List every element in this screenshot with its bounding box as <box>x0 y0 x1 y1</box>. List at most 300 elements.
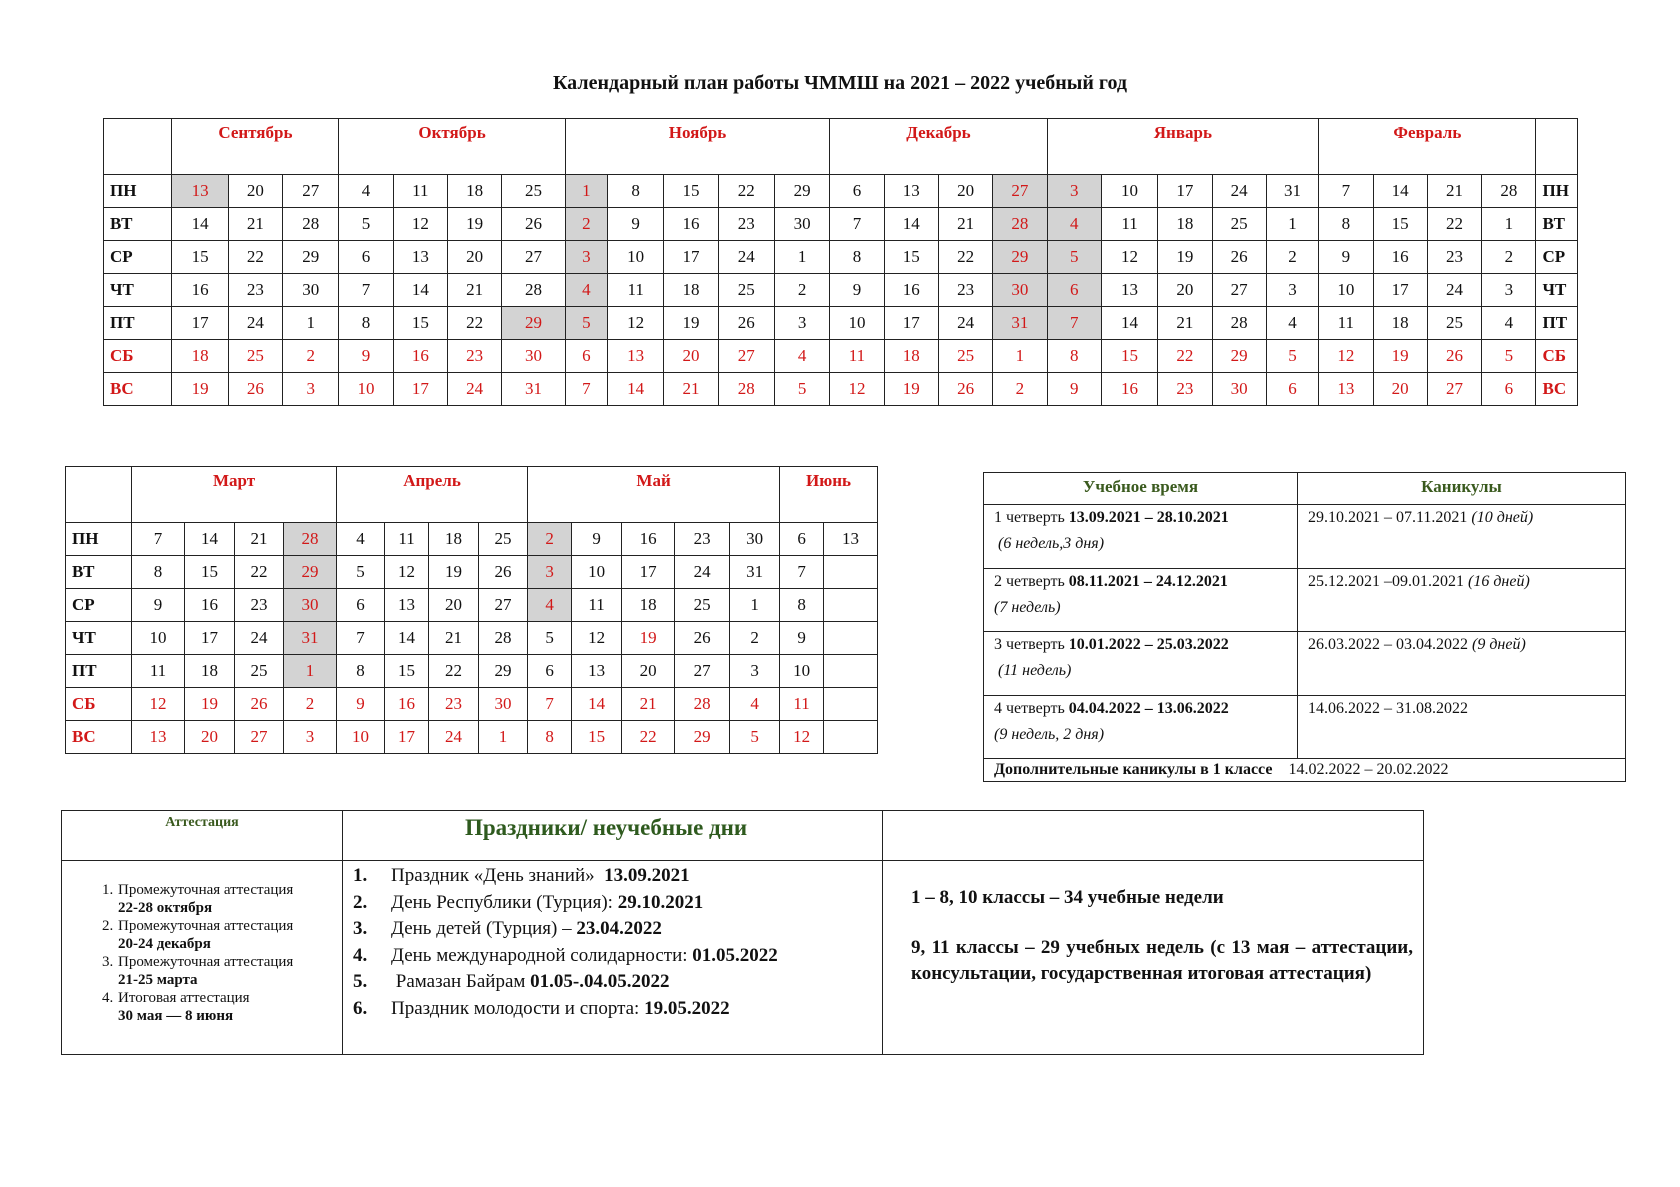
month-name: Сентябрь <box>172 119 339 175</box>
date-cell: 1 <box>774 241 829 274</box>
date-cell: 8 <box>339 307 393 340</box>
item-number: 1. <box>102 882 114 898</box>
week-row <box>104 208 1578 241</box>
item-text: Промежуточная аттестация <box>118 882 294 898</box>
date-cell: 19 <box>664 307 718 340</box>
calendar-sep-feb <box>103 118 1578 406</box>
date-cell: 13 <box>884 175 938 208</box>
day-label: ВТ <box>66 556 132 589</box>
date-cell: 18 <box>185 655 235 688</box>
date-cell: 15 <box>572 721 622 754</box>
date-cell: 24 <box>228 307 282 340</box>
terms-table <box>983 472 1626 782</box>
date-cell: 16 <box>393 340 447 373</box>
date-cell: 8 <box>132 556 185 589</box>
date-cell: 12 <box>572 622 622 655</box>
week-row <box>104 373 1578 406</box>
date-cell: 16 <box>664 208 718 241</box>
date-cell: 8 <box>830 241 884 274</box>
day-label: СБ <box>104 340 172 373</box>
break-days: (9 дней) <box>1472 636 1526 653</box>
date-cell: 6 <box>1482 373 1536 406</box>
week-row <box>104 274 1578 307</box>
date-cell: 19 <box>185 688 235 721</box>
date-cell: 30 <box>1212 373 1266 406</box>
date-cell: 5 <box>528 622 572 655</box>
date-cell: 1 <box>730 589 780 622</box>
date-cell: 27 <box>718 340 774 373</box>
month-name: Февраль <box>1319 119 1536 175</box>
attestation-item <box>102 881 332 917</box>
date-cell: 21 <box>622 688 675 721</box>
date-cell: 7 <box>565 373 607 406</box>
date-cell: 7 <box>1319 175 1373 208</box>
date-cell: 7 <box>830 208 884 241</box>
date-cell: 3 <box>284 721 337 754</box>
date-cell: 24 <box>938 307 992 340</box>
week-row <box>66 721 878 754</box>
date-cell: 25 <box>235 655 284 688</box>
date-cell: 20 <box>429 589 479 622</box>
date-cell: 4 <box>1266 307 1318 340</box>
date-cell: 25 <box>675 589 730 622</box>
date-cell: 13 <box>132 721 185 754</box>
date-cell: 21 <box>228 208 282 241</box>
date-cell: 2 <box>774 274 829 307</box>
holidays-list <box>343 861 883 1055</box>
month-name: Март <box>132 467 337 523</box>
date-cell: 17 <box>1373 274 1427 307</box>
date-cell: 26 <box>228 373 282 406</box>
date-cell: 15 <box>884 241 938 274</box>
date-cell: 19 <box>1158 241 1212 274</box>
item-date: 21-25 марта <box>118 972 198 988</box>
week-row <box>66 523 878 556</box>
date-cell: 31 <box>284 622 337 655</box>
date-cell: 14 <box>572 688 622 721</box>
item-number: 4. <box>353 944 368 966</box>
date-cell: 9 <box>337 688 385 721</box>
date-cell: 25 <box>1427 307 1481 340</box>
quarter-label: 4 четверть <box>994 700 1065 717</box>
date-cell: 25 <box>718 274 774 307</box>
date-cell: 11 <box>1101 208 1157 241</box>
item-number: 2. <box>102 918 114 934</box>
item-date: 30 мая — 8 июня <box>118 1008 234 1024</box>
date-cell: 26 <box>235 688 284 721</box>
date-cell: 15 <box>393 307 447 340</box>
date-cell: 12 <box>385 556 429 589</box>
date-cell: 10 <box>132 622 185 655</box>
date-cell: 1 <box>479 721 528 754</box>
date-cell: 2 <box>565 208 607 241</box>
weeks-note <box>883 861 1424 1055</box>
day-label-right: СР <box>1536 241 1578 274</box>
date-cell: 30 <box>774 208 829 241</box>
date-cell: 13 <box>1101 274 1157 307</box>
date-cell: 14 <box>1373 175 1427 208</box>
date-cell: 9 <box>572 523 622 556</box>
break-dates: 26.03.2022 – 03.04.2022 <box>1308 636 1468 653</box>
date-cell: 7 <box>1047 307 1101 340</box>
date-cell: 20 <box>185 721 235 754</box>
attestation-item <box>102 953 332 989</box>
item-number: 6. <box>353 997 368 1019</box>
week-row <box>104 175 1578 208</box>
date-cell: 21 <box>1158 307 1212 340</box>
date-cell: 2 <box>1482 241 1536 274</box>
date-cell: 8 <box>780 589 824 622</box>
date-cell: 30 <box>283 274 339 307</box>
quarter-dates: 13.09.2021 – 28.10.2021 <box>1068 509 1229 526</box>
date-cell: 4 <box>528 589 572 622</box>
date-cell: 22 <box>228 241 282 274</box>
date-cell: 23 <box>448 340 502 373</box>
date-cell: 25 <box>228 340 282 373</box>
day-label: ВС <box>104 373 172 406</box>
day-label-right: СБ <box>1536 340 1578 373</box>
date-cell: 18 <box>172 340 228 373</box>
weeks-note-line2: 9, 11 классы – 29 учебных недель (с 13 мая – аттестации, консультации, государственная итоговая аттестация) <box>911 937 1413 984</box>
month-header-row <box>66 467 878 523</box>
quarter-dates: 08.11.2021 – 24.12.2021 <box>1068 573 1228 590</box>
date-cell: 31 <box>993 307 1047 340</box>
date-cell: 1 <box>565 175 607 208</box>
calendar-mar-jun <box>65 466 878 754</box>
date-cell: 5 <box>730 721 780 754</box>
item-text: День детей (Турция) – <box>391 918 572 939</box>
date-cell: 6 <box>339 241 393 274</box>
date-cell: 16 <box>385 688 429 721</box>
date-cell: 21 <box>938 208 992 241</box>
date-cell: 30 <box>479 688 528 721</box>
item-date: 19.05.2022 <box>644 997 730 1019</box>
date-cell: 2 <box>993 373 1047 406</box>
page-title: Календарный план работы ЧММШ на 2021 – 2022 учебный год <box>552 72 1128 94</box>
date-cell: 13 <box>572 655 622 688</box>
date-cell: 14 <box>385 622 429 655</box>
date-cell: 12 <box>780 721 824 754</box>
date-cell: 19 <box>172 373 228 406</box>
item-text: День Республики (Турция): <box>391 891 613 913</box>
day-label: ПН <box>66 523 132 556</box>
date-cell: 15 <box>1373 208 1427 241</box>
date-cell: 23 <box>675 523 730 556</box>
date-cell <box>824 655 878 688</box>
date-cell: 13 <box>607 340 663 373</box>
item-date: 22-28 октября <box>118 900 213 916</box>
attestation-header: Аттестация <box>62 811 343 861</box>
date-cell: 26 <box>718 307 774 340</box>
date-cell: 19 <box>429 556 479 589</box>
date-cell: 21 <box>429 622 479 655</box>
date-cell: 7 <box>337 622 385 655</box>
break-dates: 14.06.2022 – 31.08.2022 <box>1308 700 1468 717</box>
item-text: Промежуточная аттестация <box>118 954 294 970</box>
date-cell: 10 <box>339 373 393 406</box>
date-cell: 13 <box>172 175 228 208</box>
month-header-row <box>104 119 1578 175</box>
date-cell: 27 <box>235 721 284 754</box>
day-label: ВС <box>66 721 132 754</box>
date-cell: 23 <box>718 208 774 241</box>
date-cell: 7 <box>528 688 572 721</box>
date-cell: 17 <box>185 622 235 655</box>
date-cell: 27 <box>675 655 730 688</box>
date-cell: 22 <box>1427 208 1481 241</box>
quarter-row <box>984 505 1626 569</box>
date-cell: 16 <box>622 523 675 556</box>
date-cell: 22 <box>429 655 479 688</box>
date-cell: 1 <box>993 340 1047 373</box>
date-cell <box>824 556 878 589</box>
date-cell: 20 <box>938 175 992 208</box>
date-cell: 18 <box>1158 208 1212 241</box>
date-cell: 28 <box>479 622 528 655</box>
date-cell: 14 <box>393 274 447 307</box>
date-cell: 26 <box>938 373 992 406</box>
item-number: 5. <box>353 971 368 992</box>
date-cell: 3 <box>1482 274 1536 307</box>
date-cell: 8 <box>337 655 385 688</box>
quarter-row <box>984 632 1626 696</box>
date-cell: 27 <box>1212 274 1266 307</box>
date-cell: 13 <box>385 589 429 622</box>
date-cell: 24 <box>448 373 502 406</box>
date-cell: 24 <box>675 556 730 589</box>
quarter-dates: 10.01.2022 – 25.03.2022 <box>1068 636 1229 653</box>
date-cell: 30 <box>502 340 565 373</box>
day-label: СБ <box>66 688 132 721</box>
date-cell: 29 <box>993 241 1047 274</box>
item-text: Промежуточная аттестация <box>118 918 294 934</box>
date-cell: 29 <box>1212 340 1266 373</box>
item-text: Праздник молодости и спорта: <box>391 997 640 1019</box>
date-cell: 11 <box>132 655 185 688</box>
date-cell: 4 <box>337 523 385 556</box>
date-cell: 28 <box>502 274 565 307</box>
date-cell: 28 <box>675 688 730 721</box>
date-cell: 27 <box>283 175 339 208</box>
extra-break-label: Дополнительные каникулы в 1 классе <box>994 761 1273 778</box>
date-cell: 6 <box>1047 274 1101 307</box>
date-cell: 19 <box>1373 340 1427 373</box>
date-cell: 18 <box>622 589 675 622</box>
date-cell: 23 <box>235 589 284 622</box>
day-label: СР <box>66 589 132 622</box>
holidays-header: Каникулы <box>1298 473 1626 505</box>
date-cell: 14 <box>1101 307 1157 340</box>
date-cell: 16 <box>884 274 938 307</box>
date-cell: 11 <box>780 688 824 721</box>
date-cell: 7 <box>132 523 185 556</box>
corner-cell <box>1536 119 1578 175</box>
corner-cell <box>66 467 132 523</box>
holiday-item <box>353 916 872 943</box>
date-cell: 23 <box>1158 373 1212 406</box>
quarter-label: 2 четверть <box>994 573 1065 590</box>
attestation-item <box>102 989 332 1025</box>
date-cell: 8 <box>1319 208 1373 241</box>
date-cell: 14 <box>172 208 228 241</box>
date-cell: 4 <box>730 688 780 721</box>
date-cell: 11 <box>607 274 663 307</box>
empty-header-cell <box>883 811 1424 861</box>
day-label: ПН <box>104 175 172 208</box>
date-cell: 20 <box>622 655 675 688</box>
date-cell: 11 <box>385 523 429 556</box>
date-cell: 3 <box>528 556 572 589</box>
date-cell: 30 <box>993 274 1047 307</box>
date-cell: 9 <box>780 622 824 655</box>
break-days: (16 дней) <box>1468 573 1530 590</box>
date-cell: 27 <box>479 589 528 622</box>
date-cell: 5 <box>1047 241 1101 274</box>
date-cell: 3 <box>1047 175 1101 208</box>
date-cell: 20 <box>1373 373 1427 406</box>
quarter-label: 3 четверть <box>994 636 1065 653</box>
date-cell: 28 <box>1482 175 1536 208</box>
date-cell: 23 <box>938 274 992 307</box>
quarter-label: 1 четверть <box>994 509 1065 526</box>
date-cell: 3 <box>730 655 780 688</box>
day-label: ПТ <box>66 655 132 688</box>
date-cell: 14 <box>607 373 663 406</box>
date-cell: 31 <box>1266 175 1318 208</box>
month-name: Октябрь <box>339 119 565 175</box>
item-date: 20-24 декабря <box>118 936 211 952</box>
date-cell: 16 <box>185 589 235 622</box>
date-cell: 24 <box>1212 175 1266 208</box>
attestation-item <box>102 917 332 953</box>
item-text: Рамазан Байрам <box>395 971 526 992</box>
holiday-item <box>353 890 872 917</box>
date-cell: 28 <box>283 208 339 241</box>
item-date: 01.05.2022 <box>692 944 778 966</box>
item-date: 01.05-.04.05.2022 <box>530 971 670 992</box>
date-cell: 22 <box>622 721 675 754</box>
date-cell: 1 <box>284 655 337 688</box>
day-label: ВТ <box>104 208 172 241</box>
date-cell: 23 <box>429 688 479 721</box>
date-cell: 5 <box>1482 340 1536 373</box>
item-number: 2. <box>353 891 368 913</box>
day-label-right: ПН <box>1536 175 1578 208</box>
date-cell: 24 <box>429 721 479 754</box>
date-cell: 10 <box>337 721 385 754</box>
date-cell: 12 <box>1101 241 1157 274</box>
date-cell: 13 <box>1319 373 1373 406</box>
date-cell: 20 <box>1158 274 1212 307</box>
date-cell: 26 <box>1427 340 1481 373</box>
date-cell: 2 <box>1266 241 1318 274</box>
date-cell: 24 <box>235 622 284 655</box>
holidays-list-header: Праздники/ неучебные дни <box>343 811 883 861</box>
date-cell: 10 <box>1101 175 1157 208</box>
date-cell: 10 <box>1319 274 1373 307</box>
date-cell: 8 <box>607 175 663 208</box>
date-cell: 5 <box>337 556 385 589</box>
date-cell: 19 <box>448 208 502 241</box>
date-cell: 3 <box>565 241 607 274</box>
month-name: Апрель <box>337 467 528 523</box>
item-date: 29.10.2021 <box>617 891 704 913</box>
date-cell: 23 <box>228 274 282 307</box>
date-cell: 26 <box>479 556 528 589</box>
date-cell: 22 <box>938 241 992 274</box>
week-row <box>66 589 878 622</box>
date-cell: 15 <box>385 655 429 688</box>
date-cell: 14 <box>884 208 938 241</box>
break-dates: 29.10.2021 – 07.11.2021 <box>1308 509 1468 526</box>
item-number: 1. <box>353 865 368 886</box>
attestation-list <box>62 861 343 1055</box>
date-cell: 20 <box>448 241 502 274</box>
date-cell: 4 <box>1482 307 1536 340</box>
date-cell: 2 <box>284 688 337 721</box>
day-label: СР <box>104 241 172 274</box>
date-cell: 21 <box>664 373 718 406</box>
date-cell: 22 <box>235 556 284 589</box>
date-cell: 21 <box>1427 175 1481 208</box>
date-cell: 12 <box>830 373 884 406</box>
date-cell: 28 <box>284 523 337 556</box>
date-cell: 19 <box>884 373 938 406</box>
date-cell: 10 <box>607 241 663 274</box>
date-cell: 12 <box>1319 340 1373 373</box>
holiday-item <box>353 863 872 890</box>
month-name: Май <box>528 467 780 523</box>
date-cell: 13 <box>824 523 878 556</box>
date-cell: 25 <box>502 175 565 208</box>
quarter-duration: (7 недель) <box>994 599 1061 616</box>
date-cell: 30 <box>730 523 780 556</box>
date-cell: 8 <box>1047 340 1101 373</box>
study-time-header: Учебное время <box>984 473 1298 505</box>
date-cell: 17 <box>385 721 429 754</box>
item-text: День международной солидарности: <box>391 944 688 966</box>
date-cell: 11 <box>572 589 622 622</box>
date-cell: 17 <box>884 307 938 340</box>
date-cell: 13 <box>393 241 447 274</box>
day-label: ЧТ <box>66 622 132 655</box>
date-cell: 25 <box>1212 208 1266 241</box>
date-cell: 6 <box>1266 373 1318 406</box>
date-cell: 29 <box>284 556 337 589</box>
date-cell: 12 <box>607 307 663 340</box>
weeks-note-line1: 1 – 8, 10 классы – 34 учебные недели <box>911 887 1224 908</box>
date-cell: 4 <box>1047 208 1101 241</box>
date-cell: 29 <box>479 655 528 688</box>
date-cell: 28 <box>1212 307 1266 340</box>
date-cell: 18 <box>429 523 479 556</box>
date-cell: 12 <box>132 688 185 721</box>
date-cell: 16 <box>1373 241 1427 274</box>
quarter-duration: (9 недель, 2 дня) <box>994 726 1105 743</box>
date-cell: 5 <box>774 373 829 406</box>
day-label-right: ЧТ <box>1536 274 1578 307</box>
date-cell: 4 <box>565 274 607 307</box>
date-cell: 6 <box>780 523 824 556</box>
week-row <box>66 622 878 655</box>
date-cell: 31 <box>502 373 565 406</box>
date-cell: 6 <box>565 340 607 373</box>
date-cell: 25 <box>479 523 528 556</box>
quarter-row <box>984 696 1626 759</box>
item-text: Праздник «День знаний» <box>391 865 595 886</box>
month-name: Июнь <box>780 467 878 523</box>
holiday-item <box>353 943 872 970</box>
